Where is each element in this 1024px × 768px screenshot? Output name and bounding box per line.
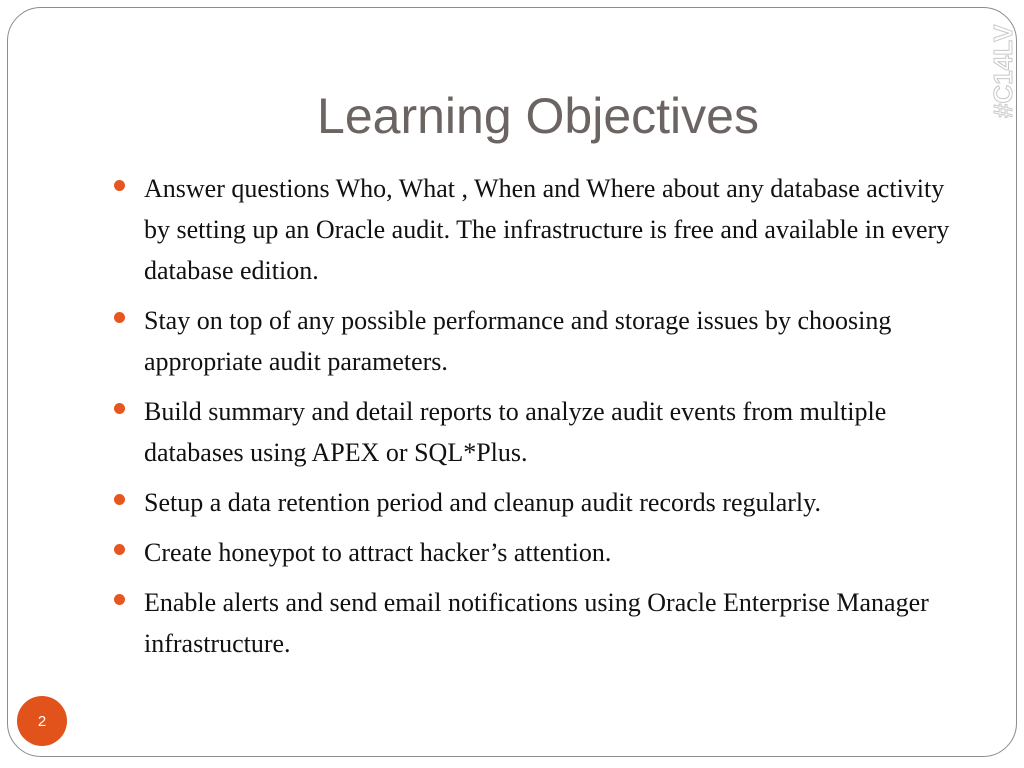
bullet-dot-icon: [114, 180, 125, 191]
watermark-text: #C14LV: [988, 24, 1018, 118]
bullet-item: [114, 532, 964, 573]
bullet-dot-icon: [114, 403, 125, 414]
bullet-item: [114, 168, 964, 291]
bullet-dot-icon: [114, 594, 125, 605]
bullet-text: Answer questions Who, What , When and Where about any database activity by setting up an Oracle audit. The infrastructure is free and available in every database edition.: [144, 174, 950, 285]
bullet-text: Enable alerts and send email notifications using Oracle Enterprise Manager infrastructure.: [144, 588, 929, 658]
slide-title: Learning Objectives: [317, 88, 759, 144]
bullet-text: Build summary and detail reports to analyze audit events from multiple databases using APEX or SQL*Plus.: [144, 397, 887, 467]
bullet-dot-icon: [114, 544, 125, 555]
bullet-text: Setup a data retention period and cleanup audit records regularly.: [144, 488, 821, 517]
bullet-item: [114, 300, 964, 382]
watermark: [968, 18, 1024, 118]
bullet-dot-icon: [114, 494, 125, 505]
bullet-item: [114, 582, 964, 664]
page-number: 2: [37, 712, 47, 730]
bullet-dot-icon: [114, 312, 125, 323]
bullet-item: [114, 482, 964, 523]
bullet-item: [114, 391, 964, 473]
bullet-text: Stay on top of any possible performance and storage issues by choosing appropriate audit parameters.: [144, 306, 892, 376]
page-number-badge: [17, 696, 67, 746]
bullet-text: Create honeypot to attract hacker’s attention.: [144, 538, 612, 567]
bullet-list: [114, 168, 964, 673]
